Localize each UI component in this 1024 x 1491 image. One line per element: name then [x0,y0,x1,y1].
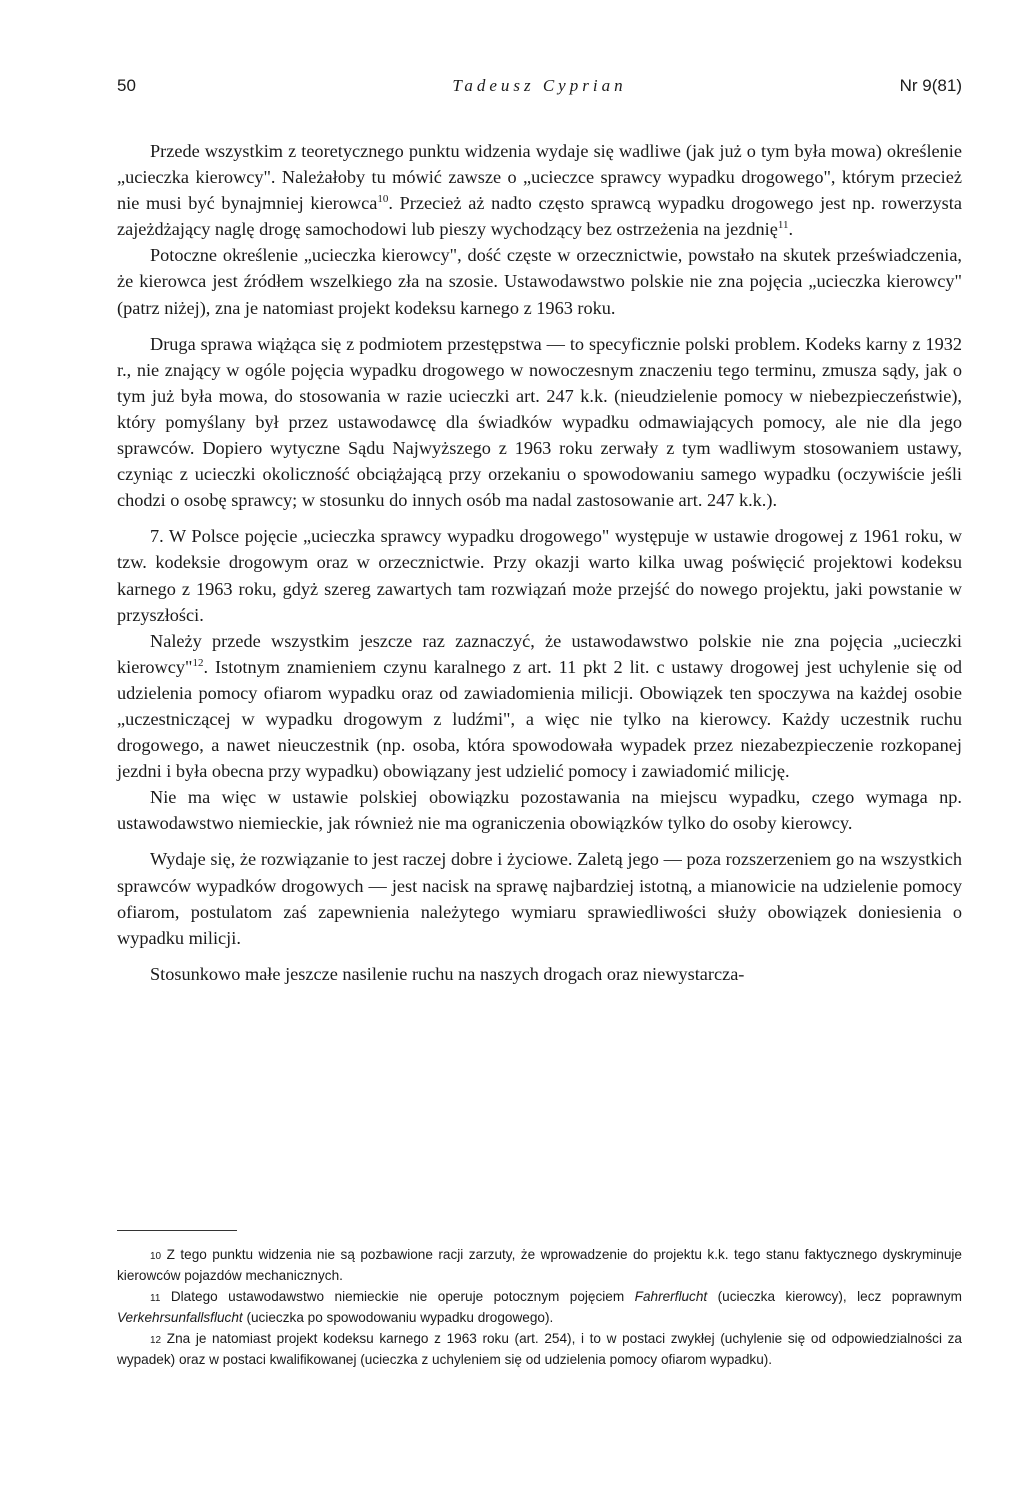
footnote-term: Verkehrsunfallsflucht [117,1310,243,1326]
paragraph: Druga sprawa wiążąca się z podmiotem przestępstwa — to specyficznie polski problem. Kodeks karny z 1932 r., nie znający w ogóle pojęcia wypadku drogowego w nowoczesnym znaczeniu tego terminu, zmusza sądy, jak o tym już była mowa, do stosowania w razie ucieczki art. 247 k.k. (nieudzielenie pomocy w niebezpieczeństwie), który pomyślany był przez ustawodawcę dla świadków wypadku odmawiających pomocy, ale nie dla jego sprawców. Dopiero wytyczne Sądu Najwyższego z 1963 roku zerwały z tym wadliwym stosowaniem ustawy, czyniąc z ucieczki okoliczność obciążającą przy orzekaniu o spowodowaniu samego wypadku (oczywiście jeśli chodzi o osobę sprawcy; w stosunku do innych osób ma nadal zastosowanie art. 247 k.k.). [117,333,962,511]
footnote-text: (ucieczka po spowodowaniu wypadku drogowego). [242,1310,554,1326]
running-head-author: Tadeusz Cyprian [452,76,627,95]
footnote-text: Dlatego ustawodawstwo niemieckie nie operuje potocznym pojęciem [160,1289,635,1305]
paragraph [117,138,962,242]
footnote-ref: 11 [777,219,789,232]
paragraph: Wydaje się, że rozwiązanie to jest raczej dobre i życiowe. Zaletą jego — poza rozszerzeniem go na wszystkich sprawców wypadków drogowych — jest nacisk na sprawę najbardziej istotną, a mianowicie na udzielenie pomocy ofiarom, postulatom zaś zapewnienia należytego wymiaru sprawiedliwości służy obowiązek doniesienia o wypadku milicji. [117,849,962,948]
footnotes [117,1245,962,1372]
paragraph [117,628,962,785]
paragraph: Nie ma więc w ustawie polskiej obowiązku pozostawania na miejscu wypadku, czego wymaga np. ustawodawstwo niemieckie, jak również nie ma ograniczenia obowiązków tylko do osoby kierowcy. [117,787,962,834]
body-text [117,138,962,987]
paragraph: 7. W Polsce pojęcie „ucieczka sprawcy wypadku drogowego" występuje w ustawie drogowej z 1961 roku, w tzw. kodeksie drogowym oraz w orzecznictwie. Przy okazji warto kilka uwag poświęcić projektowi kodeksu karnego z 1963 roku, gdyż szereg zawartych tam rozwiązań może przejść do nowego projektu, jaki powstanie w przyszłości. [117,526,962,625]
paragraph: Stosunkowo małe jeszcze nasilenie ruchu na naszych drogach oraz niewystarcza- [150,963,745,984]
paragraph-text: Przede wszystkim z teoretycznego punktu widzenia wydaje się wadliwe (jak już o tym była mowa) określenie „ucieczka kierowcy". Należałoby tu mówić zawsze o „ucieczce sprawcy wypadku drogowego", którym przecież nie musi być bynajmniej kierowca [117,141,962,214]
footnote-term: Fahrerflucht [634,1289,708,1305]
footnote [117,1287,962,1327]
footnote-text: (ucieczka kierowcy), lecz poprawnym [707,1289,962,1305]
footnote-number: 12 [150,1335,162,1347]
paragraph-text: . [788,219,794,240]
page-number: 50 [117,76,136,95]
footnote-text: Zna je natomiast projekt kodeksu karnego z 1963 roku (art. 254), i to w postaci zwykłej (uchylenie się od odpowiedzialności za wypadek) oraz w postaci kwalifikowanej (ucieczka z uchyleniem się od udzielenia pomocy ofiarom wypadku). [117,1331,962,1368]
paragraph-text: Należy przede wszystkim jeszcze raz zaznaczyć, że ustawodawstwo polskie nie zna pojęcia „ucieczki kierowcy" [117,630,962,677]
footnote-ref: 12 [192,656,204,669]
footnote [117,1329,962,1369]
running-header [117,76,962,106]
paragraph-text: . Istotnym znamieniem czynu karalnego z art. 11 pkt 2 lit. c ustawy drogowej jest uchylenie się od udzielenia pomocy ofiarom wypadku oraz od zawiadomienia milicji. Obowiązek ten spoczywa na każdej osobie „uczestniczącej w wypadku drogowym z ludźmi", a więc nie tylko na kierowcy. Każdy uczestnik ruchu drogowego, a nawet nieuczestnik (np. osoba, która spowodowała wypadek przez niezabezpieczenie rozkopanej jezdni i była obecna przy wypadku) obowiązany jest udzielić pomocy i zawiadomić milicję. [117,656,962,782]
paragraph-text: . Przecież aż nadto często sprawcą wypadku drogowego jest np. rowerzysta zajeżdżający naglę drogę samochodowi lub pieszy wychodzący bez ostrzeżenia na jezdnię [117,193,962,240]
issue-number: Nr 9(81) [899,76,962,95]
footnote [117,1245,962,1285]
footnote-ref: 10 [377,193,389,206]
footnote-number: 10 [150,1251,162,1262]
footnote-number: 11 [150,1293,161,1305]
paragraph: Potoczne określenie „ucieczka kierowcy", dość częste w orzecznictwie, powstało na skutek przeświadczenia, że kierowca jest źródłem wszelkiego zła na szosie. Ustawodawstwo polskie nie zna pojęcia „ucieczka kierowcy" (patrz niżej), zna je natomiast projekt kodeksu karnego z 1963 roku. [117,245,962,318]
footnote-text: Z tego punktu widzenia nie są pozbawione racji zarzuty, że wprowadzenie do projektu k.k. tego stanu faktycznego dyskryminuje kierowców pojazdów mechanicznych. [117,1247,962,1284]
footnote-divider [117,1230,237,1231]
